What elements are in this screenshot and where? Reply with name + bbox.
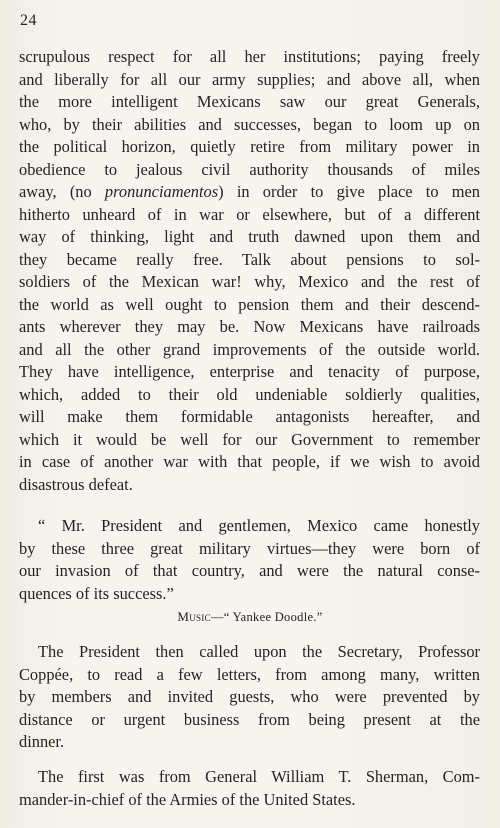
text-line: who, by their abilities and successes, began to loom up on <box>19 114 480 134</box>
music-note <box>0 609 500 625</box>
text-line: the more intelligent Mexicans saw our great Generals, <box>19 92 480 111</box>
paragraph-2-quote <box>19 515 480 605</box>
text-line: obedience to jealous civil authority thousands of miles <box>19 159 480 179</box>
text-line: The first was from General William T. Sherman, Com- <box>38 767 480 786</box>
paragraph-3 <box>19 641 480 754</box>
page-number: 24 <box>20 12 37 29</box>
text-line: distance or urgent business from being present at the <box>19 709 480 729</box>
music-label: Music <box>177 609 211 624</box>
text-line: hitherto unheard of in war or elsewhere, but of a different <box>19 204 480 224</box>
text-line: and liberally for all our army supplies; and above all, when <box>19 69 480 89</box>
text-line: way of thinking, light and truth dawned upon them and <box>19 227 480 246</box>
text-segment: ) in order to give place to men <box>218 182 480 201</box>
text-line: quences of its success.” <box>19 583 174 603</box>
text-line: by these three great military virtues—they were born of <box>19 538 480 558</box>
text-line: the political horizon, quietly retire from military power in <box>19 137 480 156</box>
text-line-with-italic <box>19 181 480 204</box>
paragraph-4 <box>19 766 480 811</box>
music-title: —“ Yankee Doodle.” <box>210 610 323 624</box>
paragraph-1 <box>19 46 480 496</box>
text-line: will make them formidable antagonists hereafter, and <box>19 407 480 426</box>
text-segment: away, (no <box>19 182 105 201</box>
text-line: The President then called upon the Secretary, Professor <box>38 642 480 661</box>
text-line: ants wherever they may be. Now Mexicans have railroads <box>19 317 480 336</box>
text-line: scrupulous respect for all her institutions; paying freely <box>19 47 480 66</box>
text-line: by members and invited guests, who were prevented by <box>19 687 480 706</box>
text-line: “ Mr. President and gentlemen, Mexico came honestly <box>38 516 480 535</box>
text-line: in case of another war with that people, if we wish to avoid <box>19 452 480 471</box>
text-line: which, added to their old undeniable soldierly qualities, <box>19 384 480 404</box>
text-line: our invasion of that country, and were the natural conse- <box>19 561 480 580</box>
text-line: they became really free. Talk about pensions to sol- <box>19 249 480 269</box>
text-line: dinner. <box>19 732 65 751</box>
text-line: and all the other grand improvements of the outside world. <box>19 339 480 359</box>
text-line: They have intelligence, enterprise and tenacity of purpose, <box>19 362 480 381</box>
text-line: mander-in-chief of the Armies of the United States. <box>19 789 356 809</box>
text-line: which it would be well for our Government to remember <box>19 429 480 449</box>
text-line: disastrous defeat. <box>19 474 133 494</box>
text-line: Coppée, to read a few letters, from among many, written <box>19 664 480 684</box>
text-line: soldiers of the Mexican war! why, Mexico and the rest of <box>19 272 480 291</box>
text-line: the world as well ought to pension them and their descend- <box>19 294 480 314</box>
italic-term: pronunciamentos <box>104 182 219 201</box>
